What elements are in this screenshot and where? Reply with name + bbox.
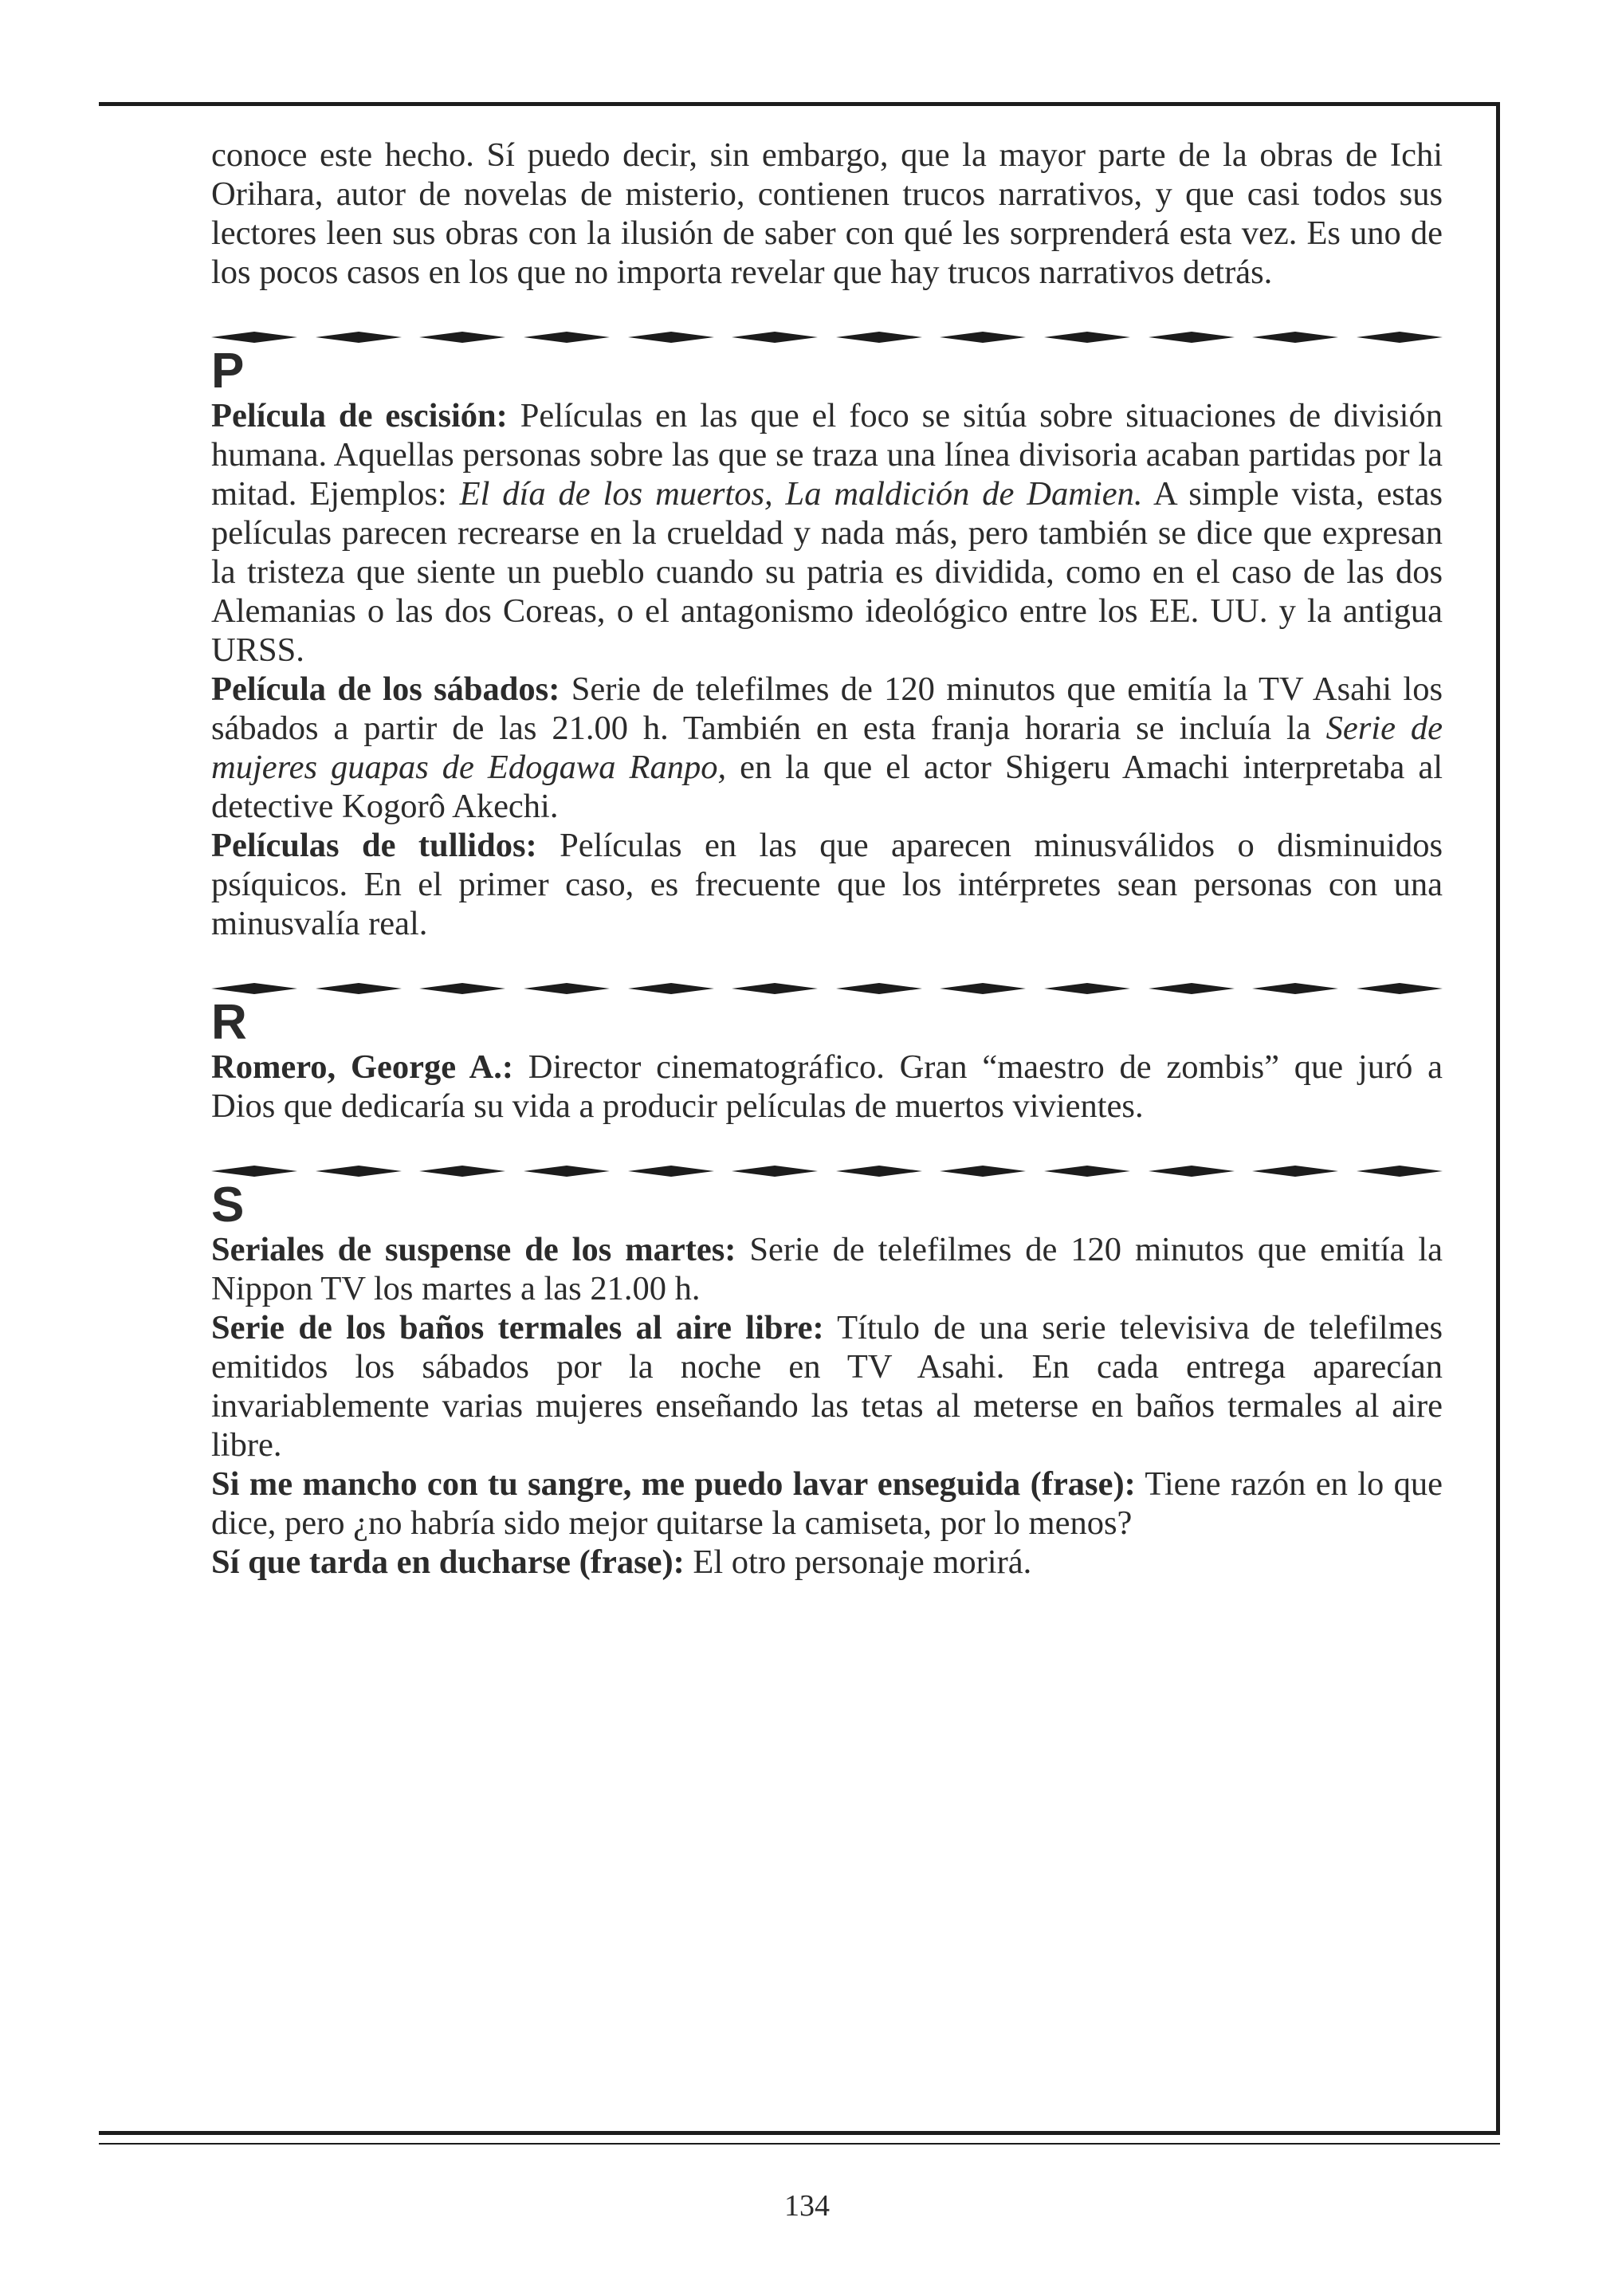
entry-term: Seriales de suspense de los martes: [211, 1231, 736, 1268]
entry-term: Serie de los baños termales al aire libre: [211, 1309, 824, 1347]
divider-diamond-icon [316, 983, 402, 994]
divider-diamond-icon [940, 1166, 1026, 1177]
divider-diamond-icon [1149, 1166, 1235, 1177]
divider-diamond-icon [732, 983, 818, 994]
entry-text: A simple vista, estas películas parecen recrearse en la crueldad y nada más, pero también se dice que expresan la tristeza que siente un pueblo cuando su patria es dividida, como en el caso de las dos Alemanias o las dos Coreas, o el antagonismo ideológico entre los EE. UU. y la antigua URSS. [211, 475, 1443, 669]
entry-term: Romero, George A.: [211, 1048, 513, 1086]
page-number: 134 [784, 2189, 830, 2223]
section-letter-s: S [211, 1177, 245, 1233]
divider-diamond-icon [524, 332, 610, 343]
entry-term: Película de los sábados: [211, 670, 560, 708]
divider-diamond-icon [1252, 332, 1338, 343]
page-content [211, 136, 1443, 1582]
glossary-entry [211, 1048, 1443, 1126]
divider-diamond-icon [1044, 983, 1130, 994]
entry-text: Director cinematográfico. Gran “maestro de zombis” que juró a Dios que dedicaría su vida a producir películas de muertos vivientes. [211, 1048, 1443, 1125]
intro-paragraph: conoce este hecho. Sí puedo decir, sin embargo, que la mayor parte de la obras de Ichi Orihara, autor de novelas de misterio, contienen trucos narrativos, y que casi todos sus lectores leen sus obras con la ilusión de saber con qué les sorprenderá esta vez. Es uno de los pocos casos en los que no importa revelar que hay trucos narrativos detrás. [211, 136, 1443, 291]
divider-diamond-icon [316, 332, 402, 343]
divider-diamond-icon [940, 983, 1026, 994]
divider-diamond-icon [836, 1166, 922, 1177]
divider-diamond-icon [524, 1166, 610, 1177]
section-divider [211, 979, 1443, 998]
divider-diamond-icon [211, 983, 297, 994]
divider-diamond-icon [732, 1166, 818, 1177]
divider-diamond-icon [524, 983, 610, 994]
divider-diamond-icon [1357, 332, 1443, 343]
glossary-entry [211, 826, 1443, 943]
divider-diamond-icon [836, 983, 922, 994]
divider-diamond-icon [1252, 983, 1338, 994]
section-letter-r: R [211, 995, 247, 1050]
divider-diamond-icon [732, 332, 818, 343]
page-frame-bottom-rule [99, 2143, 1500, 2145]
divider-diamond-icon [316, 1166, 402, 1177]
entry-text: en la que el actor Shigeru Amachi interpretaba al detective Kogorô Akechi. [211, 749, 1443, 825]
entry-text: Serie de telefilmes de 120 minutos que emitía la Nippon TV los martes a las 21.00 h. [211, 1231, 1443, 1307]
divider-diamond-icon [628, 1166, 714, 1177]
entry-italic-title: Serie de mujeres guapas de Edogawa Ranpo, [211, 710, 1443, 786]
divider-diamond-icon [1149, 332, 1235, 343]
entry-text: Título de una serie televisiva de telefilmes emitidos los sábados por la noche en TV Asahi. En cada entrega aparecían invariablemente varias mujeres enseñando las tetas al meterse en baños termales al aire libre. [211, 1309, 1443, 1464]
entry-term: Películas de tullidos: [211, 827, 537, 864]
divider-diamond-icon [628, 332, 714, 343]
glossary-entry [211, 396, 1443, 670]
divider-diamond-icon [1044, 1166, 1130, 1177]
section-divider [211, 328, 1443, 347]
glossary-entry [211, 1543, 1443, 1582]
divider-diamond-icon [1357, 1166, 1443, 1177]
divider-diamond-icon [419, 1166, 505, 1177]
entry-term: Si me mancho con tu sangre, me puedo lavar enseguida (frase): [211, 1465, 1136, 1503]
divider-diamond-icon [211, 1166, 297, 1177]
divider-diamond-icon [419, 983, 505, 994]
section-letter-p: P [211, 344, 245, 399]
glossary-entry [211, 1464, 1443, 1543]
divider-diamond-icon [419, 332, 505, 343]
entry-text: Películas en las que el foco se sitúa sobre situaciones de división humana. Aquellas personas sobre las que se traza una línea divisoria acaban partidas por la mitad. Ejemplos: [211, 397, 1443, 513]
glossary-entry [211, 1308, 1443, 1464]
entry-text: Serie de telefilmes de 120 minutos que emitía la TV Asahi los sábados a partir de las 21.00 h. También en esta franja horaria se incluía la [211, 670, 1443, 747]
entry-text: Películas en las que aparecen minusválidos o disminuidos psíquicos. En el primer caso, es frecuente que los intérpretes sean personas con una minusvalía real. [211, 827, 1443, 942]
entry-italic-title: El día de los muertos, La maldición de Damien. [459, 475, 1143, 513]
entry-text: El otro personaje morirá. [684, 1543, 1032, 1581]
entry-term: Película de escisión: [211, 397, 508, 434]
divider-diamond-icon [1044, 332, 1130, 343]
glossary-entry [211, 670, 1443, 826]
section-divider [211, 1162, 1443, 1181]
entry-term: Sí que tarda en ducharse (frase): [211, 1543, 685, 1581]
entry-text: Tiene razón en lo que dice, pero ¿no habría sido mejor quitarse la camiseta, por lo menos? [211, 1465, 1443, 1542]
glossary-entry [211, 1230, 1443, 1308]
divider-diamond-icon [1252, 1166, 1338, 1177]
divider-diamond-icon [628, 983, 714, 994]
divider-diamond-icon [211, 332, 297, 343]
divider-diamond-icon [1149, 983, 1235, 994]
divider-diamond-icon [1357, 983, 1443, 994]
divider-diamond-icon [940, 332, 1026, 343]
divider-diamond-icon [836, 332, 922, 343]
